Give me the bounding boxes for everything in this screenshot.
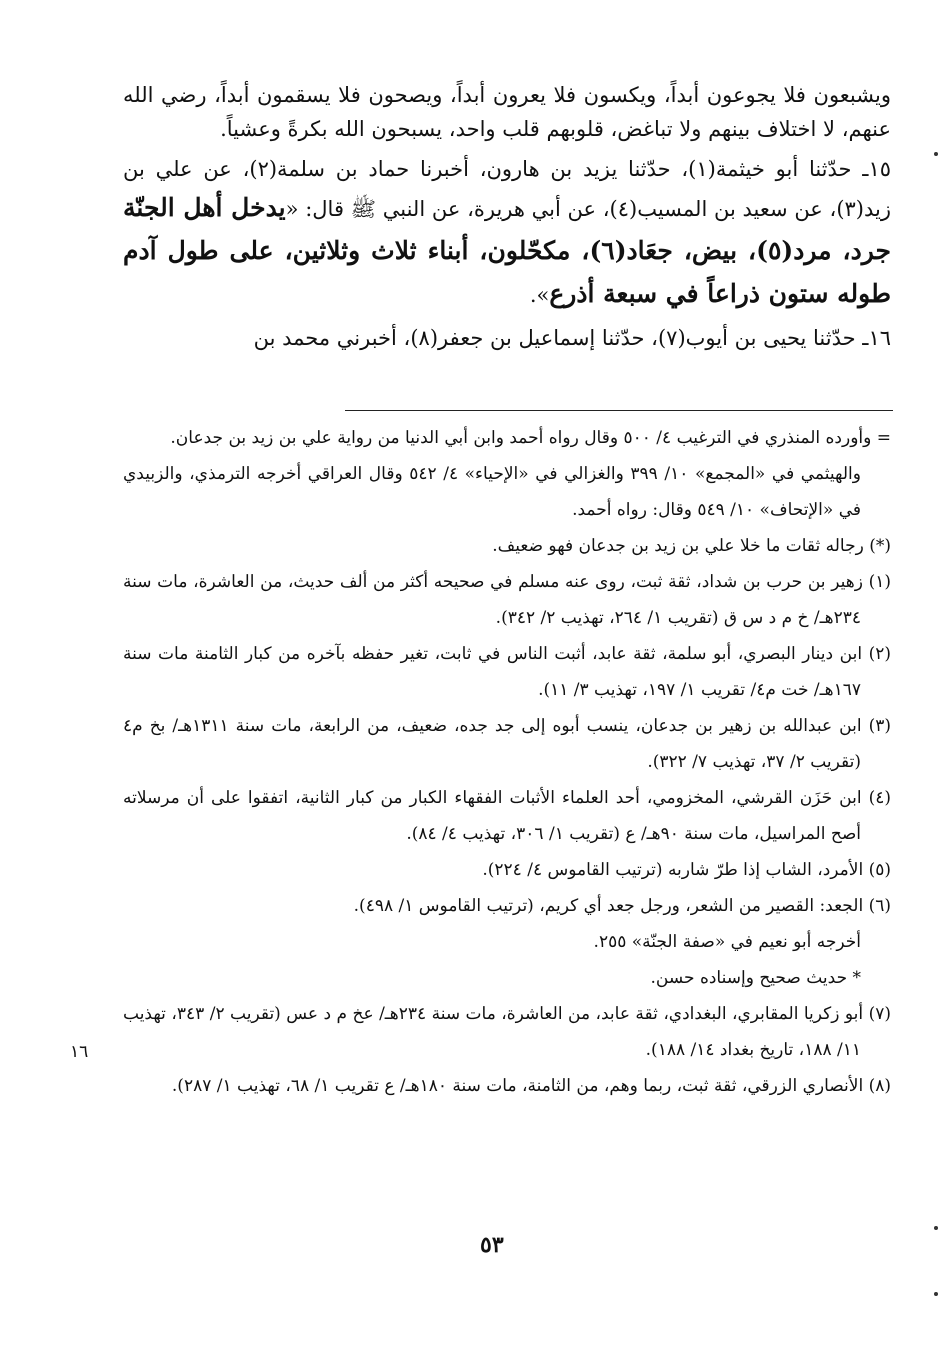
footnote-7: (٧) أبو زكريا المقابري، البغدادي، ثقة عابد، من العاشرة، مات سنة ٢٣٤هـ/ عخ م د عس (تقريب ٢/ ٣٤٣، تهذيب ١١/ ١٨٨، تاريخ بغداد ١٤/ ١٨٨).	[123, 1004, 891, 1060]
footnote-takhrij: أخرجه أبو نعيم في «صفة الجنّة» ٢٥٥.	[593, 932, 861, 952]
page-number: ٥٣	[480, 1232, 504, 1258]
hadith-16-start: ١٦ـ حدّثنا يحيى بن أيوب(٧)، حدّثنا إسماعيل بن جعفر(٨)، أخبرني محمد بن	[253, 326, 891, 350]
footnote-4: (٤) ابن حَزَن القرشي، المخزومي، أحد العلماء الأثبات الفقهاء الكبار من كبار الثانية، اتفقوا على أن مرسلاته أصح المراسيل، مات سنة ٩٠هـ/ ع (تقريب ١/ ٣٠٦، تهذيب ٤/ ٨٤).	[123, 788, 891, 844]
footnote-continuation-2: والهيثمي في «المجمع» ١٠/ ٣٩٩ والغزالي في «الإحياء» ٤/ ٥٤٢ وقال العراقي أخرجه الترمذي، والزبيدي في «الإتحاف» ١٠/ ٥٤٩ وقال: رواه أحمد.	[123, 464, 861, 520]
footnote-divider	[345, 410, 893, 411]
paragraph-continuation: ويشبعون فلا يجوعون أبداً، ويكسون فلا يعرون أبداً، ويصحون فلا يسقمون أبداً، رضي الله عنهم، لا اختلاف بينهم ولا تباغض، قلوبهم قلب واحد، يسبحون الله بكرةً وعشياً.	[123, 83, 891, 141]
footnote-2: (٢) ابن دينار البصري، أبو سلمة، ثقة عابد، أثبت الناس في ثابت، تغير حفظه بآخره من كبار الثامنة مات سنة ١٦٧هـ/ خت م٤/ تقريب ١/ ١٩٧، تهذيب ٣/ ١١).	[123, 644, 891, 700]
footnote-3: (٣) ابن عبدالله بن زهير بن جدعان، ينسب أبوه إلى جد جده، ضعيف، من الرابعة، مات سنة ١٣١١هـ/ بخ م٤ (تقريب ٢/ ٣٧، تهذيب ٧/ ٣٢٢).	[123, 716, 891, 772]
hadith-15-isnad: ١٥ـ حدّثنا أبو خيثمة(١)، حدّثنا يزيد بن هارون، أخبرنا حماد بن سلمة(٢)، عن علي بن زيد(٣)، عن سعيد بن المسيب(٤)، عن أبي هريرة، عن النبي ﷺ قال: «	[123, 157, 891, 221]
hadith-15	[123, 152, 891, 315]
footnote-8: (٨) الأنصاري الزرقي، ثقة ثبت، ربما وهم، من الثامنة، مات سنة ١٨٠هـ/ ع تقريب ١/ ٦٨، تهذيب ١/ ٢٨٧).	[171, 1076, 891, 1096]
margin-hadith-number: ١٦	[70, 1042, 89, 1062]
scan-dot	[934, 1292, 938, 1296]
scan-dot	[934, 152, 938, 156]
hadith-15-end: ».	[529, 283, 550, 307]
footnote-6: (٦) الجعد: القصير من الشعر، ورجل جعد أي كريم، (ترتيب القاموس ١/ ٤٩٨).	[353, 896, 891, 916]
scan-dot	[934, 1226, 938, 1230]
hadith-15-matn: يدخل أهل الجنّة جرد، مرد(٥)، بيض، جعَاد(٦)، مكحّلون، أبناء ثلاث وثلاثين، على طول آدم طوله ستون ذراعاً في سبعة أذرع	[123, 193, 891, 308]
footnote-continuation-1: = وأورده المنذري في الترغيب ٤/ ٥٠٠ وقال رواه أحمد وابن أبي الدنيا من رواية علي بن زيد بن جدعان.	[170, 428, 891, 448]
footnote-5: (٥) الأمرد، الشاب إذا طرّ شاربه (ترتيب القاموس ٤/ ٢٢٤).	[482, 860, 891, 880]
footnote-star-2: * حديث صحيح وإسناده حسن.	[650, 968, 861, 988]
footnote-star-1: (*) رجاله ثقات ما خلا علي بن زيد بن جدعان فهو ضعيف.	[492, 536, 891, 556]
main-text	[123, 78, 891, 361]
footnotes	[123, 420, 891, 1104]
footnote-1: (١) زهير بن حرب بن شداد، ثقة ثبت، روى عنه مسلم في صحيحه أكثر من ألف حديث، من العاشرة، مات سنة ٢٣٤هـ/ خ م د س ق (تقريب ١/ ٢٦٤، تهذيب ٢/ ٣٤٢).	[123, 572, 891, 628]
